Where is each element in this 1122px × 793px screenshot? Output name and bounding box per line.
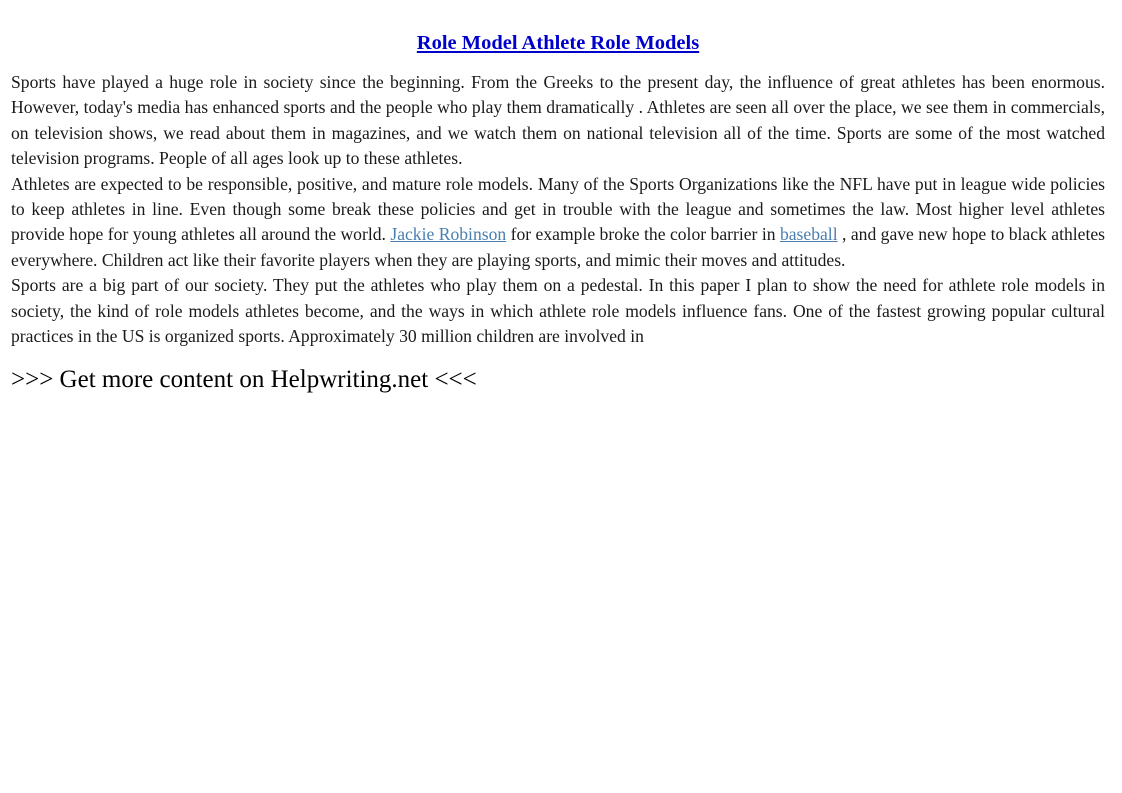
paragraph-2-text-c: , and gave new hope to black athletes everywhere. Children act like their favorite players when they are playing sports, and mimic their moves and attitudes. xyxy=(11,224,1106,270)
baseball-link[interactable]: baseball xyxy=(779,224,838,245)
article-body xyxy=(11,70,1105,349)
paragraph-1: Sports have played a huge role in society since the beginning. From the Greeks to the present day, the influence of great athletes has been enormous. However, today's media has enhanced sports and the people who play them dramatically . Athletes are seen all over the place, we see them in commercials, on television shows, we read about them in magazines, and we watch them on national television all of the time. Sports are some of the most watched television programs. People of all ages look up to these athletes. xyxy=(11,72,1105,169)
paragraph-3: Sports are a big part of our society. They put the athletes who play them on a pedestal. In this paper I plan to show the need for athlete role models in society, the kind of role models athletes become, and the ways in which athlete role models influence fans. One of the fastest growing popular cultural practices in the US is organized sports. Approximately 30 million children are involved in xyxy=(11,275,1105,347)
jackie-robinson-link[interactable]: Jackie Robinson xyxy=(390,224,507,245)
more-content-link[interactable]: >>> Get more content on Helpwriting.net <<< xyxy=(11,366,477,394)
paragraph-2 xyxy=(11,172,1105,274)
paragraph-2-text-b: for example broke the color barrier in xyxy=(506,224,780,245)
title-link[interactable]: Role Model Athlete Role Models xyxy=(416,32,700,54)
page-title xyxy=(11,30,1105,56)
document-page xyxy=(11,30,1105,395)
paragraph-2-text-a: Athletes are expected to be responsible, positive, and mature role models. Many of the Sports Organizations like the NFL have put in league wide policies to keep athletes in line. Even though some break these policies and get in trouble with the league and sometimes the law. Most higher level athletes provide hope for young athletes all around the world. xyxy=(11,173,1105,245)
